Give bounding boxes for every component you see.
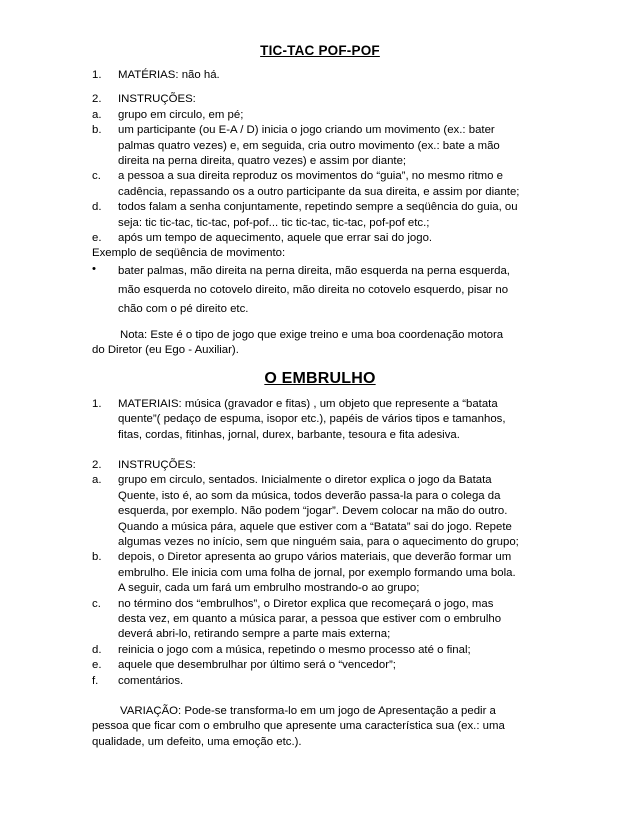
item-line: seja: tic tic-tac, tic-tac, pof-pof... tic tic-tac, tic-tac, pof-pof etc.; (118, 216, 430, 229)
section2-materials: 1. MATERIAIS: música (gravador e fitas) , um objeto que represente a “batata quente”( pedaço de espuma, isopor etc.), papéis de vários tipos e tamanhos, fitas, cordas, fitinhas, jornal, durex, barbante, tesoura e fita adesiva. (92, 397, 548, 443)
item-line: todos falam a senha conjuntamente, repetindo sempre a seqüência do guia, ou (118, 201, 518, 214)
instruction-item (92, 643, 548, 658)
item-line: depois, o Diretor apresenta ao grupo vários materiais, que deverão formar um (118, 551, 512, 564)
item-marker: a. (92, 474, 102, 487)
item-line: A seguir, cada um fará um embrulho mostrando-o ao grupo; (118, 582, 420, 595)
section2-instruction-list (92, 473, 548, 689)
bullet-line: mão esquerda no cotovelo direito, mão direita no cotovelo esquerdo, pisar no (118, 283, 509, 296)
variation-line: pessoa que ficar com o embrulho que apresente uma característica sua (ex.: uma (92, 720, 505, 733)
note-line: do Diretor (eu Ego - Auxiliar). (92, 344, 239, 357)
instruction-item (92, 200, 548, 231)
item-line: deverá abri-lo, retirando sempre a parte mais externa; (118, 628, 391, 641)
section2-variation (92, 704, 548, 750)
item-line: no término dos “embrulhos”, o Diretor explica que recomeçará o jogo, mas (118, 597, 494, 610)
instruction-item (92, 169, 548, 200)
instruction-item (92, 597, 548, 643)
item-line: grupo em circulo, em pé; (118, 108, 244, 121)
section2-instructions-heading: 2. INSTRUÇÕES: (92, 458, 196, 471)
bullet-line: chão com o pé direito etc. (118, 302, 249, 315)
item-marker: d. (92, 201, 102, 214)
instruction-item (92, 658, 548, 673)
section1-title: TIC-TAC POF-POF (260, 43, 380, 58)
item-marker: c. (92, 597, 101, 610)
item-marker: e. (92, 232, 102, 245)
item-line: a pessoa a sua direita reproduz os movimentos do “guia”, no mesmo ritmo e (118, 170, 503, 183)
materials-line: quente”( pedaço de espuma, isopor etc.), papéis de vários tipos e tamanhos, (118, 413, 506, 426)
section1-example-heading: Exemplo de seqüência de movimento: (92, 247, 286, 260)
item-marker: d. (92, 643, 102, 656)
item-marker: b. (92, 551, 102, 564)
item-line: após um tempo de aquecimento, aquele que errar sai do jogo. (118, 232, 433, 245)
item-line: cadência, repassando os a outro participante da sua direita, e assim por diante; (118, 185, 520, 198)
item-line: Quente, isto é, ao som da música, todos deverão passa-la para o colega da (118, 489, 501, 502)
section1-instruction-list (92, 108, 548, 247)
document-page (92, 42, 548, 750)
section1-materials: 1. MATÉRIAS: não há. (92, 69, 220, 81)
item-marker: e. (92, 659, 102, 672)
item-line: direita na perna direita, quatro vezes) e assim por diante; (118, 155, 407, 168)
bullet-line: bater palmas, mão direita na perna direita, mão esquerda na perna esquerda, (118, 264, 510, 277)
item-line: esquerda, por exemplo. Não podem “jogar”. Devem colocar na mão do outro. (118, 505, 508, 518)
materials-line: fitas, cordas, fitinhas, jornal, durex, barbante, tesoura e fita adesiva. (118, 428, 460, 441)
item-line: aquele que desembrulhar por último será o “vencedor”; (118, 659, 396, 672)
item-line: grupo em circulo, sentados. Inicialmente o diretor explica o jogo da Batata (118, 474, 492, 487)
item-line: reinicia o jogo com a música, repetindo o mesmo processo até o final; (118, 643, 471, 656)
item-marker: f. (92, 674, 99, 687)
variation-line: VARIAÇÃO: Pode-se transforma-lo em um jogo de Apresentação a pedir a (120, 705, 496, 717)
item-marker: a. (92, 108, 102, 121)
instruction-item (92, 108, 548, 123)
item-marker: c. (92, 170, 101, 183)
item-marker: b. (92, 124, 102, 137)
item-line: comentários. (118, 674, 184, 687)
instruction-item (92, 674, 548, 689)
item-line: algumas vezes no início, sem que ninguém saia, para o aquecimento do grupo; (118, 535, 519, 548)
item-line: palmas quatro vezes) e, em seguida, cria outro movimento (ex.: bate a mão (118, 139, 500, 152)
instruction-item (92, 473, 548, 550)
instruction-item (92, 231, 548, 246)
section2-title: O EMBRULHO (264, 369, 376, 387)
item-line: Quando a música pára, aquele que estiver com a “Batata” sai do jogo. Repete (118, 520, 512, 533)
item-line: embrulho. Ele inicia com uma folha de jornal, por exemplo formando uma bola. (118, 566, 516, 579)
section1-bullet: • bater palmas, mão direita na perna direita, mão esquerda na perna esquerda, mão esquerda no cotovelo direito, mão direita no cotovelo esquerdo, pisar no chão com o pé direito etc. (92, 262, 548, 319)
section1-note (92, 328, 548, 359)
instruction-item (92, 550, 548, 596)
variation-line: qualidade, um defeito, uma emoção etc.). (92, 735, 302, 748)
materials-line: MATERIAIS: música (gravador e fitas) , um objeto que represente a “batata (118, 397, 498, 410)
item-line: desta vez, em quanto a música parar, a pessoa que estiver com o embrulho (118, 612, 502, 625)
item-line: um participante (ou E-A / D) inicia o jogo criando um movimento (ex.: bater (118, 124, 495, 137)
section1-instructions-heading: 2. INSTRUÇÕES: (92, 93, 196, 106)
note-line: Nota: Este é o tipo de jogo que exige treino e uma boa coordenação motora (120, 328, 504, 341)
instruction-item (92, 123, 548, 169)
